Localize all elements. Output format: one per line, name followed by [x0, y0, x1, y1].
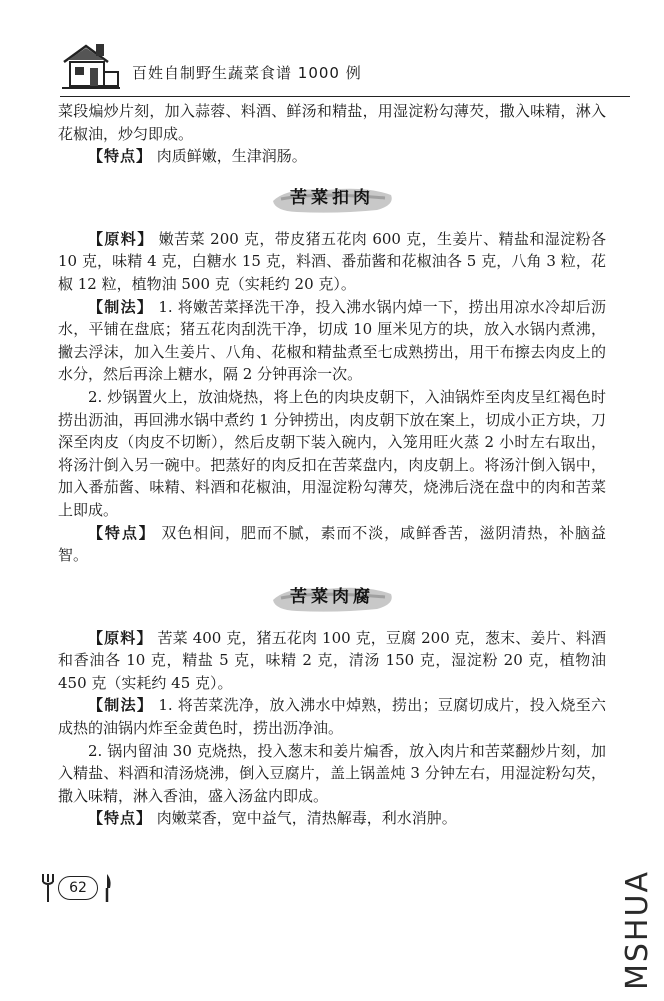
ingredients-label: 【原料】: [88, 628, 153, 647]
section-banner: [267, 181, 397, 217]
feature-label: 【特点】: [88, 147, 153, 166]
method-label: 【制法】: [88, 297, 154, 316]
page-content: [58, 100, 606, 830]
ingredients-label: 【原料】: [88, 229, 154, 248]
recipe-2-feature: [58, 807, 606, 830]
ingredients-text: 苦菜 400 克，猪五花肉 100 克，豆腐 200 克，葱末、姜片、料酒和香油各 10 克，精盐 5 克，味精 2 克，清汤 150 克，湿淀粉 20 克，植物油 450 克（实耗约 45 克）。: [58, 628, 606, 692]
recipe-2-step-2: 2. 锅内留油 30 克烧热，投入葱末和姜片煸香，放入肉片和苦菜翻炒片刻，加入精盐、料酒和清汤烧沸，倒入豆腐片，盖上锅盖炖 3 分钟左右，用湿淀粉勾芡，撒入味精，淋入香油，盛入汤盆内即成。: [58, 741, 606, 805]
recipe-2-heading: [58, 573, 606, 623]
recipe-1-step-2: 2. 炒锅置火上，放油烧热，将上色的肉块皮朝下，入油锅炸至肉皮呈红褐色时捞出沥油，再回沸水锅中煮约 1 分钟捞出，肉皮朝下放在案上，切成小正方块，刀深至肉皮（肉皮不切断），然后皮朝下装入碗内，入笼用旺火蒸 2 小时左右取出，将汤汁倒入另一碗中。把蒸好的肉反扣在苦菜盘内，肉皮朝上。将汤汁倒入锅中，加入番茄酱、味精、料酒和花椒油，用湿淀粉勾薄芡，烧沸后浇在盘中的肉和苦菜上即成。: [58, 387, 606, 519]
recipe-1-ingredients: [58, 228, 606, 296]
feature-text: 双色相间，肥而不腻，素而不淡，咸鲜香苦，滋阴清热，补脑益智。: [58, 523, 606, 565]
fork-icon: [40, 872, 56, 904]
feature-label: 【特点】: [88, 809, 153, 828]
recipe-title: 苦菜扣肉: [290, 188, 374, 209]
step-text: 1. 将嫩苦菜择洗干净，投入沸水锅内焯一下，捞出用凉水冷却后沥水，平铺在盘底；猪五花肉刮洗干净，切成 10 厘米见方的块，放入水锅内煮沸，撇去浮沫，加入生姜片、八角、花椒和精盐煮至七成熟捞出，用干布擦去肉皮上的水分，然后再涂上糖水，隔 2 分钟再涂一次。: [58, 297, 606, 384]
method-label: 【制法】: [88, 696, 154, 715]
watermark-text: MSHUA: [620, 870, 655, 990]
header-divider: [60, 96, 630, 97]
ingredients-text: 嫩苦菜 200 克，带皮猪五花肉 600 克，生姜片、精盐和湿淀粉各 10 克，味精 4 克，白糖水 15 克，料酒、番茄酱和花椒油各 5 克，八角 3 粒，花椒 12 粒，植物油 500 克（实耗约 20 克）。: [58, 229, 606, 293]
section-banner: [267, 580, 397, 616]
recipe-title: 苦菜肉腐: [290, 587, 374, 608]
book-title: 百姓自制野生蔬菜食谱 1000 例: [132, 64, 362, 82]
feature-text: 肉嫩菜香，宽中益气，清热解毒，利水消肿。: [156, 809, 457, 828]
recipe-2-ingredients: [58, 627, 606, 695]
recipe-1-heading: [58, 174, 606, 224]
page-footer: [38, 868, 128, 908]
page-number: 62: [58, 876, 98, 900]
step-text: 1. 将苦菜洗净，放入沸水中焯熟，捞出；豆腐切成片，投入烧至六成热的油锅内炸至金黄色时，捞出沥净油。: [58, 696, 606, 738]
recipe-1-feature: [58, 522, 606, 567]
house-icon: [60, 42, 122, 92]
knife-icon: [100, 872, 114, 904]
recipe-2-step-1: [58, 694, 606, 739]
intro-paragraph: 菜段煸炒片刻，加入蒜蓉、料酒、鲜汤和精盐，用湿淀粉勾薄芡，撒入味精，淋入花椒油，炒匀即成。: [58, 102, 606, 143]
feature-label: 【特点】: [88, 523, 156, 542]
intro-feature: [58, 145, 606, 168]
feature-text: 肉质鲜嫩，生津润肠。: [156, 147, 307, 166]
page-header: [60, 42, 630, 92]
recipe-1-step-1: [58, 296, 606, 386]
